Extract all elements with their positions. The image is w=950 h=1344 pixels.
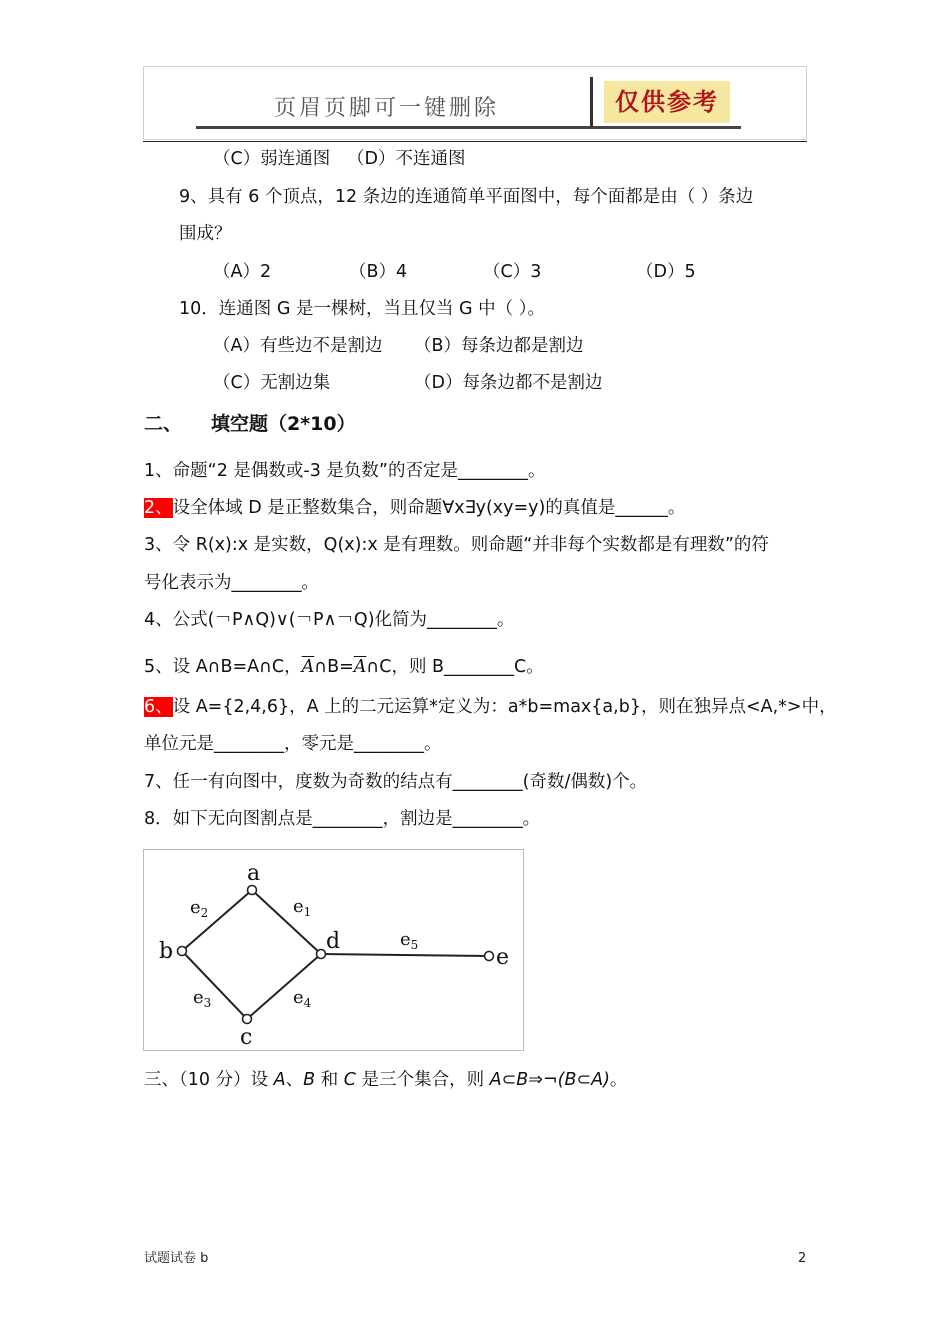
q8-option-c: （C）弱连通图 xyxy=(213,149,331,169)
q9-stem-line1: 9、具有 6 个顶点，12 条边的连通简单平面图中，每个面都是由（ ）条边 xyxy=(179,187,754,207)
fill-q2-text: 设全体域 D 是正整数集合，则命题∀x∃y(xy=y)的真值是______。 xyxy=(172,498,686,518)
fill-q7: 7、任一有向图中，度数为奇数的结点有________(奇数/偶数)个。 xyxy=(144,772,648,792)
edge-label-e2: $e_2$ xyxy=(190,897,209,920)
q10-option-c: （C）无割边集 xyxy=(213,373,331,393)
section3-formula: A⊂B⇒¬(B⊂A) xyxy=(489,1070,610,1090)
q9-option-b: （B）4 xyxy=(349,262,408,282)
vertex-c xyxy=(243,1015,252,1024)
fill-q6-text: 设 A={2,4,6}，A 上的二元运算*定义为：a*b=max{a,b}，则在独异点<A,*>中， xyxy=(172,697,837,717)
header-underline xyxy=(196,126,741,129)
undirected-graph-figure xyxy=(143,849,524,1051)
fill-q5 xyxy=(144,656,544,678)
fill-q8: 8．如下无向图割点是________，割边是________。 xyxy=(144,809,541,829)
section2-title: 填空题（2*10） xyxy=(211,413,356,435)
fill-q5-part-b: ∩B= xyxy=(314,657,354,677)
fill-q1: 1、命题“2 是偶数或-3 是负数”的否定是________。 xyxy=(144,461,546,481)
fill-q5-part-a: 5、设 A∩B=A∩C， xyxy=(144,657,302,677)
set-b: B xyxy=(303,1070,316,1090)
section2-number: 二、 xyxy=(144,413,183,435)
vertex-a xyxy=(248,886,257,895)
vertex-d xyxy=(317,950,326,959)
graph-svg xyxy=(144,850,525,1052)
edge-label-e4: $e_4$ xyxy=(293,987,312,1010)
section3-question xyxy=(144,1069,627,1091)
fill-q2-number-highlight: 2、 xyxy=(144,498,173,518)
page-number: 2 xyxy=(798,1251,807,1266)
fill-q6-line2: 单位元是________，零元是________。 xyxy=(144,734,442,754)
header-banner-text: 页眉页脚可一键删除 xyxy=(274,96,500,121)
vertex-e xyxy=(485,952,494,961)
section3-end: 。 xyxy=(609,1070,628,1090)
fill-q5-complement-a1: $\overline{A}$ xyxy=(301,657,315,677)
edge-e1 xyxy=(252,890,321,954)
edge-label-e3: $e_3$ xyxy=(193,987,212,1010)
vertex-b xyxy=(178,947,187,956)
section3-sep: 、 xyxy=(285,1070,304,1090)
q10-option-a: （A）有些边不是割边 xyxy=(213,336,383,356)
footer-left: 试题试卷 b xyxy=(144,1251,209,1266)
fill-q6-number-highlight: 6、 xyxy=(144,697,173,717)
q9-option-c: （C）3 xyxy=(483,262,542,282)
set-c: C xyxy=(343,1070,357,1090)
edge-e5 xyxy=(321,954,489,956)
fill-q3-line2: 号化表示为________。 xyxy=(144,573,319,593)
header-separator xyxy=(590,77,593,127)
q8-option-d: （D）不连通图 xyxy=(347,149,466,169)
header-banner xyxy=(143,66,807,140)
section3-head: 三、（10 分）设 xyxy=(144,1070,274,1090)
set-a: A xyxy=(273,1070,286,1090)
edge-label-e1: $e_1$ xyxy=(293,896,312,919)
reference-badge xyxy=(604,81,730,123)
q9-option-a: （A）2 xyxy=(213,262,272,282)
reference-badge-text: 仅供参考 xyxy=(615,87,719,116)
fill-q4: 4、公式(￢P∧Q)∨(￢P∧￢Q)化简为________。 xyxy=(144,610,515,630)
vertex-label-d: d xyxy=(326,929,341,954)
vertex-label-c: c xyxy=(240,1025,253,1050)
section3-mid: 是三个集合，则 xyxy=(356,1070,490,1090)
header-rule xyxy=(143,141,807,142)
q10-option-d: （D）每条边都不是割边 xyxy=(414,373,603,393)
q9-stem-line2: 围成？ xyxy=(179,224,232,244)
fill-q3-line1: 3、令 R(x):x 是实数，Q(x):x 是有理数。则命题“并非每个实数都是有理数”的符 xyxy=(144,535,769,555)
q9-option-d: （D）5 xyxy=(636,262,696,282)
fill-q5-complement-a2: $\overline{A}$ xyxy=(353,657,367,677)
edge-e3 xyxy=(182,951,247,1019)
vertex-label-b: b xyxy=(159,939,174,964)
fill-q5-part-c: ∩C，则 B________C。 xyxy=(366,657,544,677)
vertex-label-e: e xyxy=(496,945,510,970)
section3-and: 和 xyxy=(315,1070,344,1090)
fill-q6-line1 xyxy=(144,696,837,718)
q10-stem: 10．连通图 G 是一棵树，当且仅当 G 中（ ）。 xyxy=(179,299,545,319)
fill-q2 xyxy=(144,497,685,519)
vertex-label-a: a xyxy=(247,861,261,886)
edge-label-e5: $e_5$ xyxy=(400,929,419,952)
q10-option-b: （B）每条边都是割边 xyxy=(414,336,584,356)
